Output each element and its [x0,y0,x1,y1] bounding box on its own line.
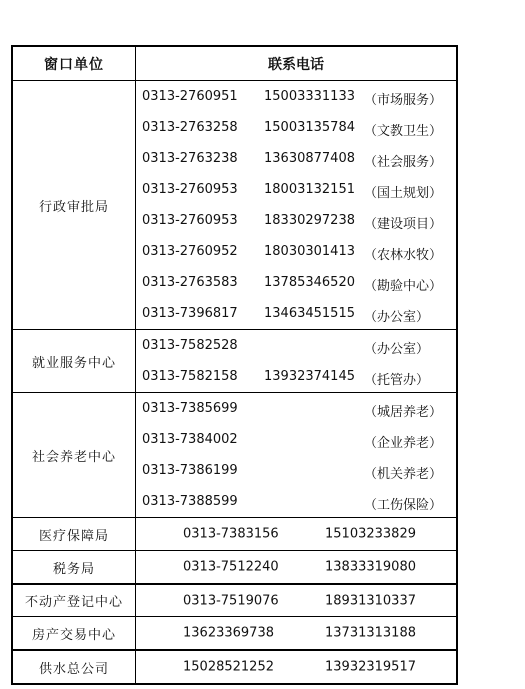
phone-line [136,143,456,174]
mobile: 13731313188 [325,625,416,641]
unit-name: 供水总公司 [13,651,136,683]
phone-line [136,330,456,361]
department-note: （办公室） [364,310,430,325]
department-note: （城居养老） [364,405,443,420]
mobile: 18003132151 [264,182,355,197]
unit-name: 房产交易中心 [13,617,136,649]
mobile: 15103233829 [325,526,416,542]
phone-line [136,518,456,550]
unit-row-budongchan [13,583,456,616]
unit-name: 不动产登记中心 [13,585,136,616]
landline: 0313-7385699 [142,401,238,416]
phone-line [136,174,456,205]
mobile: 18030301413 [264,244,355,259]
phone-line [136,267,456,298]
header-phone-cell: 联系电话 [268,56,324,73]
phone-list [136,81,456,329]
mobile: 13932319517 [325,659,416,675]
mobile: 13932374145 [264,369,355,384]
unit-name: 行政审批局 [13,81,136,329]
header-unit-cell: 窗口单位 [13,47,136,80]
phone-line [136,236,456,267]
phone-line [136,361,456,392]
mobile: 13833319080 [325,559,416,575]
landline: 0313-2763258 [142,120,238,135]
unit-name: 就业服务中心 [13,330,136,392]
department-note: （国土规划） [364,186,443,201]
phone-line [136,486,456,517]
landline: 0313-2760952 [142,244,238,259]
mobile: 15003331133 [264,89,355,104]
landline: 0313-7388599 [142,494,238,509]
landline: 0313-2763238 [142,151,238,166]
landline: 0313-7396817 [142,306,238,321]
unit-row-yanglao [13,392,456,517]
department-note: （办公室） [364,342,430,357]
contact-table [11,45,458,685]
landline: 0313-2763583 [142,275,238,290]
landline: 0313-7386199 [142,463,238,478]
unit-name: 医疗保障局 [13,518,136,550]
landline: 0313-7384002 [142,432,238,447]
landline: 0313-7582528 [142,338,238,353]
landline: 0313-7582158 [142,369,238,384]
department-note: （工伤保险） [364,498,443,513]
phone-line [136,551,456,583]
landline: 0313-2760953 [142,213,238,228]
unit-row-fangchan [13,616,456,649]
phone-line [136,205,456,236]
unit-row-shuiwu [13,550,456,583]
landline: 0313-7383156 [183,526,279,542]
phone-line [136,112,456,143]
landline: 0313-2760951 [142,89,238,104]
phone-list [136,330,456,392]
department-note: （托管办） [364,373,430,388]
unit-row-yiliao [13,517,456,550]
department-note: （勘验中心） [364,279,443,294]
unit-name: 税务局 [13,551,136,583]
phone-line [136,298,456,329]
department-note: （机关养老） [364,467,443,482]
phone-line [136,651,456,683]
department-note: （文教卫生） [364,124,443,139]
phone-line [136,81,456,112]
phone-line [136,455,456,486]
mobile: 15003135784 [264,120,355,135]
landline: 13623369738 [183,625,274,641]
unit-row-jiuye [13,329,456,392]
department-note: （市场服务） [364,93,443,108]
unit-row-gongshui [13,649,456,683]
table-header-row [13,47,456,80]
department-note: （企业养老） [364,436,443,451]
unit-name: 社会养老中心 [13,393,136,517]
mobile: 13463451515 [264,306,355,321]
landline: 0313-2760953 [142,182,238,197]
landline: 0313-7512240 [183,559,279,575]
phone-line [136,424,456,455]
department-note: （农林水牧） [364,248,443,263]
unit-row-xingzheng [13,80,456,329]
department-note: （建设项目） [364,217,443,232]
mobile: 13630877408 [264,151,355,166]
mobile: 18931310337 [325,593,416,608]
mobile: 18330297238 [264,213,355,228]
phone-line [136,617,456,649]
phone-list [136,393,456,517]
landline: 0313-7519076 [183,593,279,608]
phone-line [136,585,456,616]
phone-line [136,393,456,424]
department-note: （社会服务） [364,155,443,170]
mobile: 13785346520 [264,275,355,290]
landline: 15028521252 [183,659,274,675]
